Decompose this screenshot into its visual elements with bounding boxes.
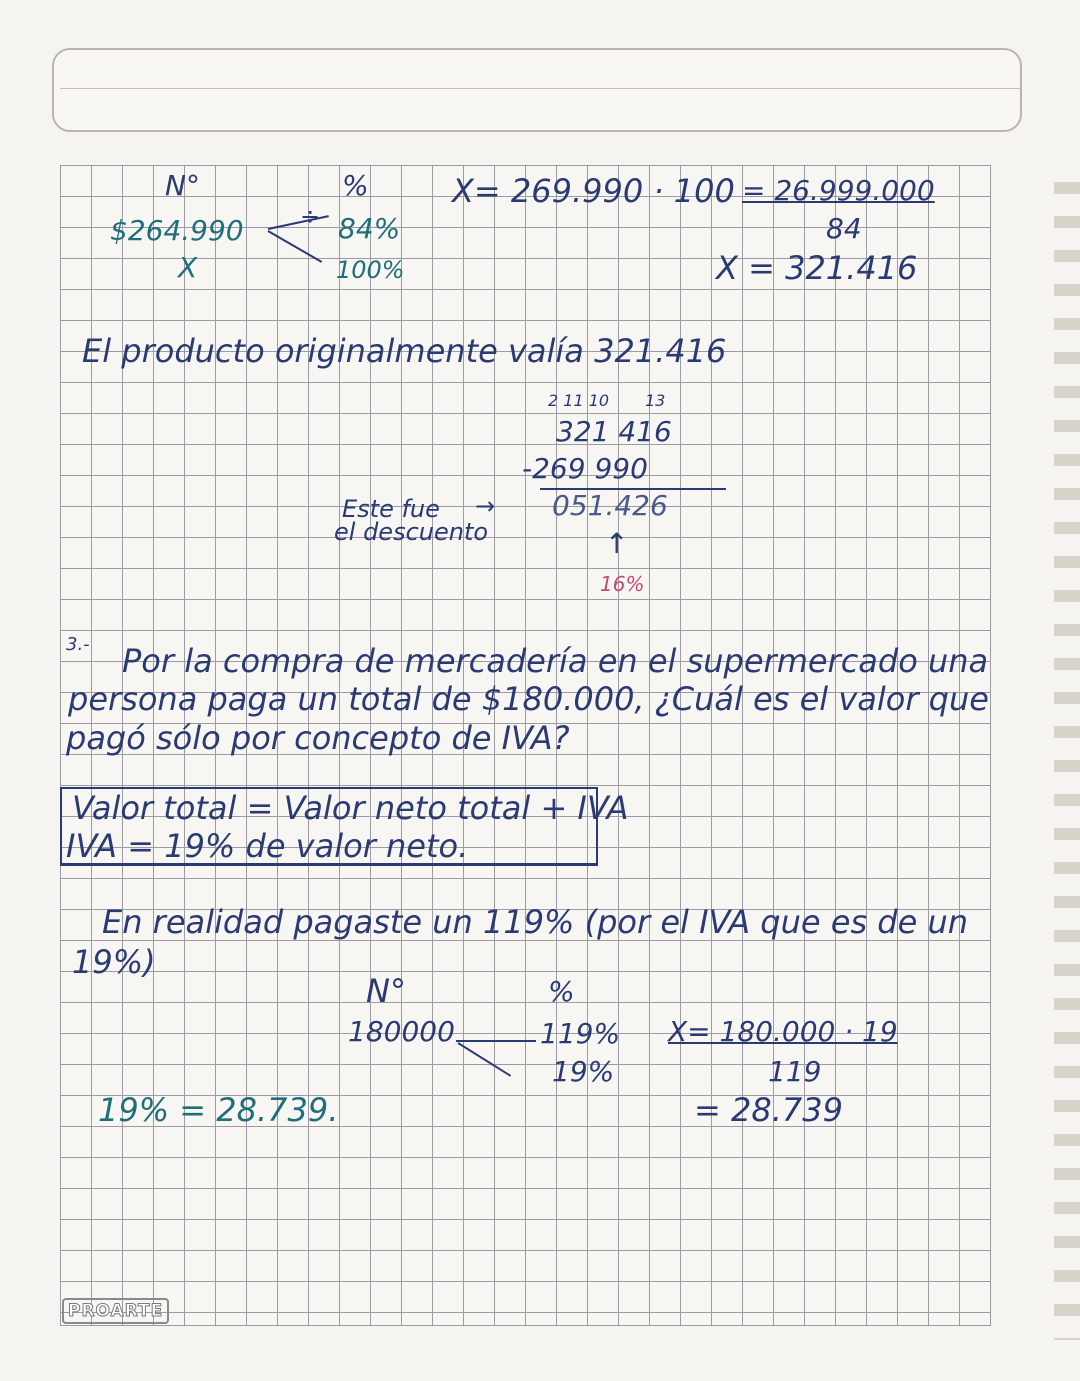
iva-formula-result: = 28.739 — [694, 1091, 843, 1129]
subtraction-top: 321 416 — [556, 415, 672, 448]
carry-marks-2: 13 — [645, 391, 666, 410]
carry-marks: 2 11 10 — [548, 391, 610, 410]
division-sign: ÷ — [300, 202, 321, 230]
amount-180000: 180000 — [348, 1015, 455, 1048]
notebook-spiral — [1054, 160, 1080, 1340]
percent-16: 16% — [600, 572, 645, 596]
problem-text-line-2: persona paga un total de $180.000, ¿Cuál es el valor que — [68, 680, 989, 718]
box-line-2: IVA = 19% de valor neto. — [66, 827, 469, 865]
reality-line-2: 19%) — [72, 943, 156, 981]
percent-19: 19% — [552, 1055, 615, 1088]
formula-main: X= 269.990 · 100 — [452, 172, 735, 210]
reality-line-1: En realidad pagaste un 119% (por el IVA que es de un — [102, 903, 969, 941]
problem-text-line-1: Por la compra de mercadería en el supermercado una — [122, 642, 989, 680]
header-line — [60, 88, 1020, 89]
final-answer: 19% = 28.739. — [98, 1091, 339, 1129]
header-box — [52, 48, 1022, 132]
formula-denominator: 84 — [826, 212, 862, 245]
brand-logo: PROARTE — [62, 1298, 169, 1324]
arrow-right-icon: → — [475, 492, 496, 520]
iva-formula: X= 180.000 · 19 — [668, 1015, 898, 1048]
formula-result: X = 321.416 — [716, 249, 918, 287]
column-number-header-2: N° — [366, 972, 406, 1010]
percent-100: 100% — [336, 256, 405, 284]
problem-text-line-3: pagó sólo por concepto de IVA? — [66, 719, 570, 757]
column-percent-header-2: % — [548, 975, 575, 1008]
proportion-line-a — [456, 1040, 536, 1042]
note-line-2: el descuento — [334, 518, 489, 546]
price-value: $264.990 — [110, 214, 244, 247]
subtraction-result: 051.426 — [552, 489, 668, 522]
formula-numerator: = 26.999.000 — [742, 174, 935, 207]
iva-formula-denominator: 119 — [768, 1055, 822, 1088]
column-percent-header: % — [342, 169, 369, 202]
percent-119: 119% — [540, 1017, 621, 1050]
percent-84: 84% — [338, 212, 401, 245]
arrow-up-icon: ↑ — [605, 527, 629, 560]
statement-original-price: El producto originalmente valía 321.416 — [82, 332, 727, 370]
box-line-1: Valor total = Valor neto total + IVA — [72, 789, 629, 827]
column-number-header: N° — [165, 169, 200, 202]
problem-number: 3.- — [66, 634, 90, 655]
note-line-1: Este fue — [342, 495, 440, 523]
subtraction-bottom: -269 990 — [522, 452, 648, 485]
unknown-x: X — [178, 251, 198, 284]
